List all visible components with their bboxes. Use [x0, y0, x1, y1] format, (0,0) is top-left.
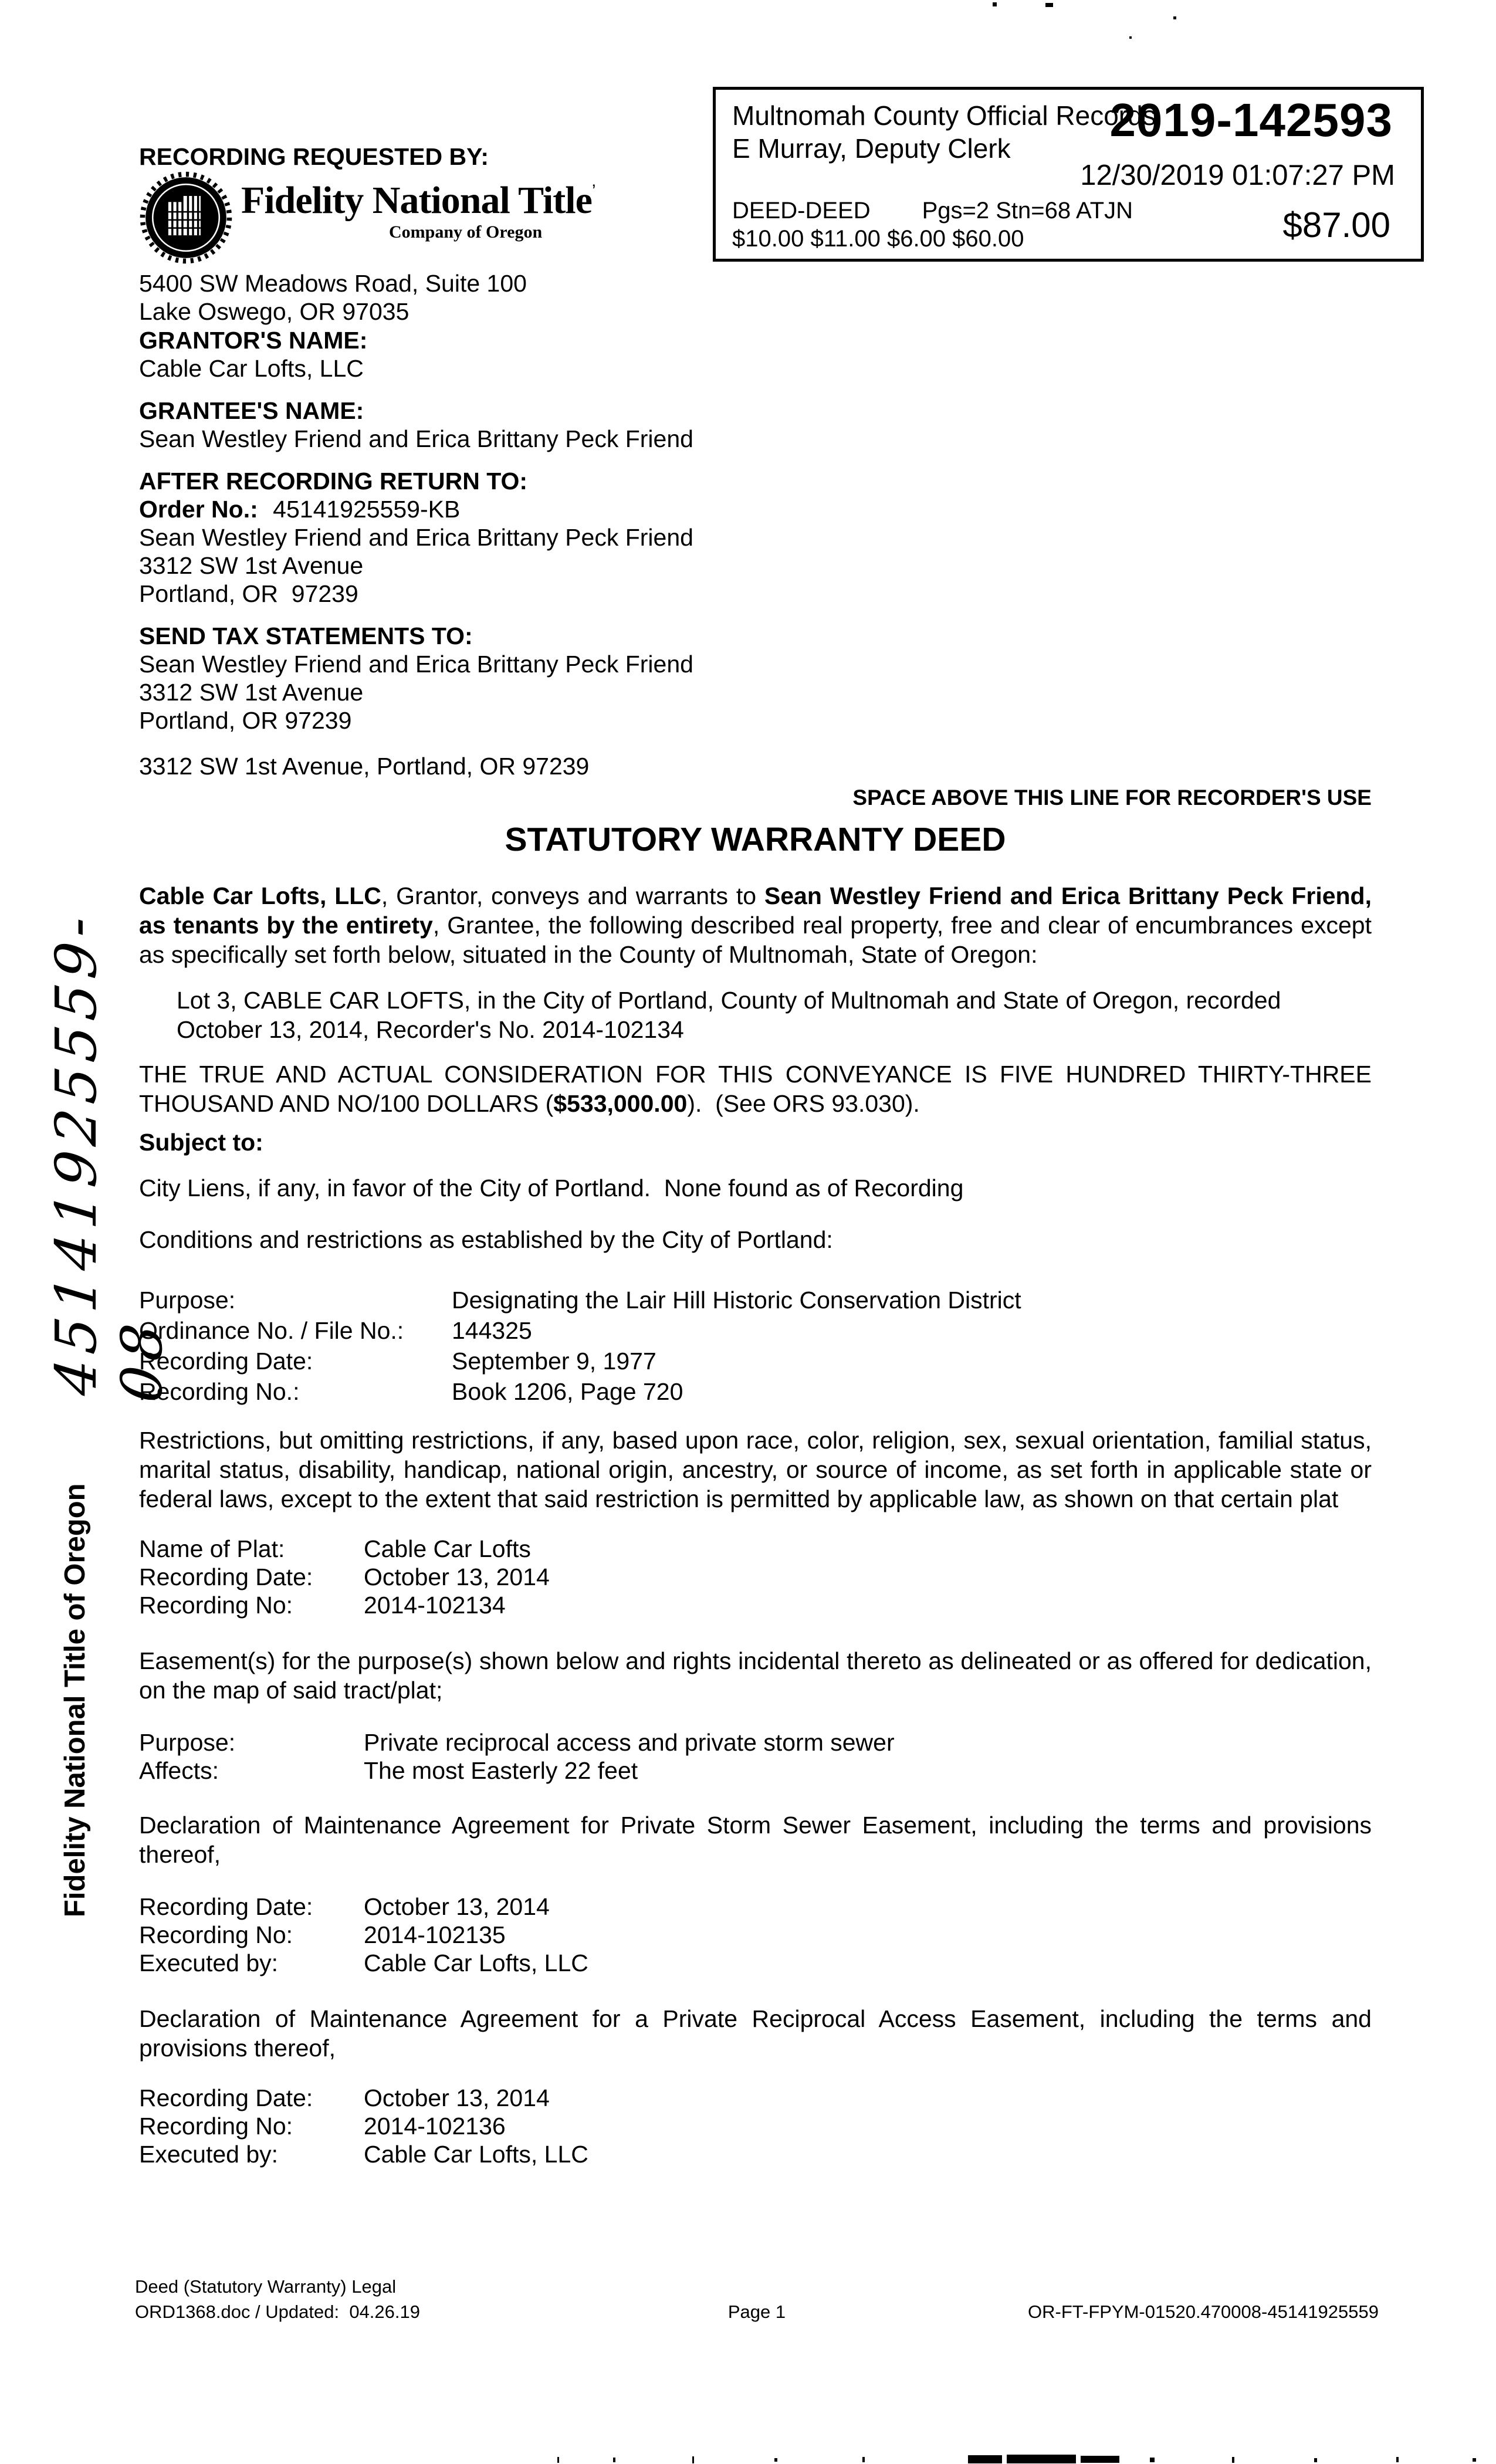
field-value: 144325	[452, 1317, 532, 1344]
requester-address-line2: Lake Oswego, OR 97035	[139, 298, 409, 325]
fidelity-logo	[139, 171, 755, 266]
property-address-line: 3312 SW 1st Avenue, Portland, OR 97239	[139, 753, 590, 780]
field-label: Recording No.:	[139, 1378, 300, 1405]
field-label: Executed by:	[139, 2141, 279, 2168]
scan-noise-band	[557, 2453, 1484, 2464]
grantor-name-inline: Cable Car Lofts, LLC	[139, 882, 381, 909]
recording-requested-by-label: RECORDING REQUESTED BY:	[139, 143, 489, 170]
instrument-number: 2019-142593	[1109, 94, 1393, 146]
declaration-storm-sewer: Declaration of Maintenance Agreement for Private Storm Sewer Easement, including the terms and provisions thereof,	[139, 1812, 1372, 1868]
field-value: 2014-102134	[364, 1592, 506, 1619]
footer-page-number: Page 1	[727, 2301, 786, 2322]
recording-datetime: 12/30/2019 01:07:27 PM	[1080, 160, 1395, 191]
pages-info: Pgs=2 Stn=68 ATJN	[922, 198, 1133, 224]
header-left	[139, 143, 755, 326]
legal-description-line2: October 13, 2014, Recorder's No. 2014-102134	[177, 1016, 684, 1043]
clause-text: , Grantor, conveys and warrants to	[381, 882, 764, 909]
field-value: October 13, 2014	[364, 1893, 550, 1920]
recorder-office: Multnomah County Official Records	[732, 100, 1156, 131]
tax-statements-label: SEND TAX STATEMENTS TO:	[139, 622, 473, 649]
consideration-amount: $533,000.00	[553, 1090, 688, 1117]
table-row	[139, 1563, 1372, 1591]
recorder-stamp-box	[713, 87, 1424, 262]
return-to-name: Sean Westley Friend and Erica Brittany Peck Friend	[139, 524, 693, 551]
field-label: Recording Date:	[139, 1348, 313, 1375]
scan-speck	[993, 2, 997, 6]
field-value: Designating the Lair Hill Historic Conservation District	[452, 1287, 1021, 1314]
total-fee: $87.00	[1282, 205, 1390, 245]
table-row	[139, 1893, 1372, 1921]
scan-speck	[1129, 36, 1132, 39]
field-label: Recording No:	[139, 2113, 293, 2140]
handwritten-order-number: 45141925559-08	[43, 908, 175, 1406]
field-value: October 13, 2014	[364, 1563, 550, 1590]
field-label: Name of Plat:	[139, 1535, 285, 1562]
table-row	[139, 2140, 1372, 2168]
table-row	[139, 1346, 1372, 1376]
fidelity-logo-text	[241, 181, 596, 242]
return-to-address2: Portland, OR 97239	[139, 580, 358, 607]
tax-statements-name: Sean Westley Friend and Erica Brittany Peck Friend	[139, 651, 693, 678]
field-value: The most Easterly 22 feet	[364, 1757, 638, 1784]
consideration-text: THE TRUE AND ACTUAL CONSIDERATION FOR THIS CONVEYANCE IS FIVE HUNDRED THIRTY-THREE THOUSAND AND NO/100 DOLLARS (	[139, 1061, 1372, 1117]
field-label: Recording Date:	[139, 1893, 313, 1920]
field-value: October 13, 2014	[364, 2084, 550, 2111]
table-row	[139, 2112, 1372, 2140]
declaration-storm-sewer-table	[139, 1893, 1372, 1977]
grantor-label: GRANTOR'S NAME:	[139, 327, 368, 354]
easement-intro: Easement(s) for the purpose(s) shown below and rights incidental thereto as delineated or as offered for dedication, on the map of said tract/plat;	[139, 1647, 1372, 1704]
logo-brand-name: Fidelity National Title	[241, 179, 592, 222]
scan-speck	[1173, 16, 1176, 19]
field-label: Purpose:	[139, 1287, 236, 1314]
city-liens-clause: City Liens, if any, in favor of the City of Portland. None found as of Recording	[139, 1175, 964, 1201]
subject-to-label: Subject to:	[139, 1129, 263, 1156]
field-label: Recording Date:	[139, 2084, 313, 2111]
return-to-address1: 3312 SW 1st Avenue	[139, 552, 364, 579]
fee-breakdown: $10.00 $11.00 $6.00 $60.00	[732, 226, 1024, 252]
logo-trademark: ’	[591, 181, 596, 201]
declaration-reciprocal-access-table	[139, 2084, 1372, 2168]
field-label: Recording No:	[139, 1592, 293, 1619]
clause-text: , Grantee, the following described real property, free and clear of encumbrances except as specifically set forth below, situated in the County of Multnomah, State of Oregon:	[139, 912, 1372, 968]
field-label: Recording Date:	[139, 1563, 313, 1590]
page-footer	[135, 2274, 1379, 2324]
vertical-brand-text: Fidelity National Title of Oregon	[59, 1483, 91, 1917]
order-number-line	[139, 495, 1372, 523]
field-value: Cable Car Lofts, LLC	[364, 2141, 588, 2168]
plat-table	[139, 1535, 1372, 1619]
requester-address-line1: 5400 SW Meadows Road, Suite 100	[139, 270, 527, 297]
table-row	[139, 1591, 1372, 1619]
table-row	[139, 1285, 1372, 1315]
footer-row	[135, 2299, 1379, 2324]
legal-description-line1: Lot 3, CABLE CAR LOFTS, in the City of Portland, County of Multnomah and State of Oregon, recorded	[177, 987, 1281, 1014]
field-label: Affects:	[139, 1757, 219, 1784]
field-value: 2014-102135	[364, 1921, 506, 1948]
table-row	[139, 1728, 1372, 1756]
table-row	[139, 1949, 1372, 1977]
table-row	[139, 2084, 1372, 2112]
document-title: STATUTORY WARRANTY DEED	[505, 821, 1006, 858]
legal-description	[139, 986, 1372, 1044]
field-value: September 9, 1977	[452, 1348, 656, 1375]
field-label: Executed by:	[139, 1949, 279, 1976]
document-type: DEED-DEED	[732, 198, 871, 224]
field-label: Recording No:	[139, 1921, 293, 1948]
consideration-clause	[139, 1060, 1372, 1118]
grantee-name-inline: Sean Westley Friend and Erica Brittany Peck Friend, as tenants by the entirety	[139, 882, 1372, 939]
order-number: 45141925559-KB	[273, 496, 461, 523]
recorder-clerk: E Murray, Deputy Clerk	[732, 133, 1011, 164]
table-row	[139, 1756, 1372, 1785]
field-label: Purpose:	[139, 1729, 236, 1756]
field-value: Cable Car Lofts, LLC	[364, 1949, 588, 1976]
footer-file-info: ORD1368.doc / Updated: 04.26.19	[135, 2301, 420, 2322]
tax-statements-address1: 3312 SW 1st Avenue	[139, 679, 364, 706]
granting-clause	[139, 881, 1372, 969]
restrictions-clause: Restrictions, but omitting restrictions, if any, based upon race, color, religion, sex, sexual orientation, familial status, marital status, disability, handicap, national origin, ancestry, or source of income, as set forth in applicable state or federal laws, except to the extent that said restriction is permitted by applicable law, as shown on that certain plat	[139, 1427, 1372, 1512]
logo-subtitle: Company of Oregon	[389, 222, 543, 242]
grantee-name: Sean Westley Friend and Erica Brittany Peck Friend	[139, 425, 693, 452]
declaration-reciprocal-access: Declaration of Maintenance Agreement for a Private Reciprocal Access Easement, including the terms and provisions thereof,	[139, 2005, 1372, 2062]
field-value: Book 1206, Page 720	[452, 1378, 683, 1405]
deed-body	[139, 326, 1372, 2168]
grantee-label: GRANTEE'S NAME:	[139, 397, 364, 424]
conditions-intro: Conditions and restrictions as established by the City of Portland:	[139, 1226, 833, 1253]
return-to-label: AFTER RECORDING RETURN TO:	[139, 468, 528, 495]
grantor-name: Cable Car Lofts, LLC	[139, 355, 364, 382]
footer-doc-type: Deed (Statutory Warranty) Legal	[135, 2276, 397, 2297]
table-row	[139, 1921, 1372, 1949]
easement-table	[139, 1728, 1372, 1785]
table-row	[139, 1315, 1372, 1346]
tax-statements-address2: Portland, OR 97239	[139, 707, 352, 734]
ordinance-table	[139, 1285, 1372, 1407]
field-value: Private reciprocal access and private storm sewer	[364, 1729, 895, 1756]
table-row	[139, 1535, 1372, 1563]
recorder-use-note: SPACE ABOVE THIS LINE FOR RECORDER'S USE	[852, 786, 1372, 810]
scan-speck	[1045, 3, 1053, 7]
fidelity-seal-icon	[139, 171, 233, 265]
table-row	[139, 1376, 1372, 1407]
field-value: 2014-102136	[364, 2113, 506, 2140]
footer-reference-number: OR-FT-FPYM-01520.470008-45141925559	[1028, 2301, 1379, 2322]
order-number-label: Order No.:	[139, 496, 258, 523]
field-value: Cable Car Lofts	[364, 1535, 531, 1562]
field-label: Ordinance No. / File No.:	[139, 1317, 404, 1344]
document-type-line	[732, 198, 1133, 224]
consideration-text: ). (See ORS 93.030).	[687, 1090, 920, 1117]
